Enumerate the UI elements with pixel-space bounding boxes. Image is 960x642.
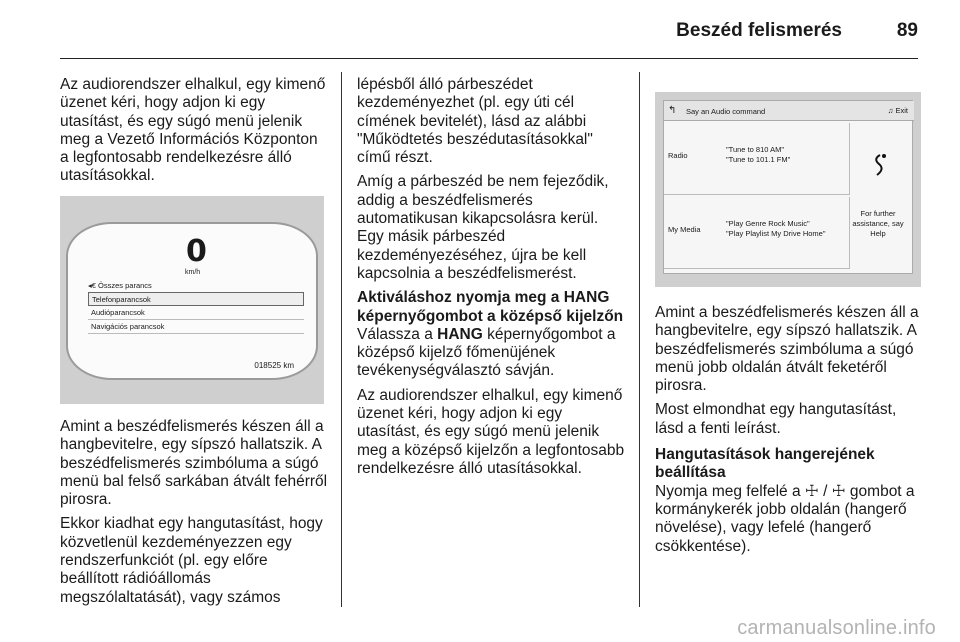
menu-item-navigation: Navigációs parancsok bbox=[88, 320, 304, 334]
driver-info-display bbox=[66, 222, 318, 380]
odometer: 018525 km bbox=[254, 361, 294, 370]
volume-paragraph: Nyomja meg felfelé a ☩ / ☩ gombot a kormánykerék jobb oldalán (hangerő növelése), vagy lefelé (hangerő csökkentése). bbox=[655, 482, 915, 555]
page-header bbox=[0, 0, 960, 60]
voice-command-screen bbox=[663, 100, 913, 274]
column-left-lower bbox=[60, 418, 328, 613]
intro-paragraph: Az audiorendszer elhalkul, egy kimenő üzenet kéri, hogy adjon ki egy utasítást, és egy súgó menü jelenik meg a Vezető Információs Központon a legfontosabb rendelkezésre álló utasításokkal. bbox=[60, 76, 326, 185]
menu-header: ◂€ Összes parancs bbox=[88, 281, 152, 290]
audio-screen-figure bbox=[655, 92, 921, 287]
page-title: Beszéd felismerés bbox=[676, 20, 842, 41]
media-commands: "Play Genre Rock Music" "Play Playlist My Drive Home" bbox=[726, 219, 826, 238]
media-row bbox=[664, 197, 850, 269]
column-left bbox=[60, 76, 328, 192]
menu-item-phone: Telefonparancsok bbox=[88, 292, 304, 306]
radio-label: Radio bbox=[668, 151, 688, 160]
audio-mute-paragraph: Az audiorendszer elhalkul, egy kimenő üzenet kéri, hogy adjon ki egy utasítást, és egy súgó menü jelenik meg a középső kijelzőn a legfontosabb rendelkezésre álló utasításokkal. bbox=[357, 386, 625, 477]
header-divider bbox=[60, 58, 918, 59]
activation-heading: Aktiváláshoz nyomja meg a HANG képernyőgombot a középső kijelzőn bbox=[357, 289, 624, 325]
column-middle bbox=[357, 76, 627, 484]
media-label: My Media bbox=[668, 225, 701, 234]
back-icon: ↰ bbox=[668, 105, 677, 116]
voice-help-menu bbox=[88, 280, 304, 334]
screen-title: Say an Audio command bbox=[686, 107, 766, 116]
ready-paragraph-right: Amint a beszédfelismerés készen áll a hangbevitelre, egy sípszó hallatszik. A beszédfelismerés szimbóluma a súgó menü jobb oldalán átvált feketéről pirosra. bbox=[655, 304, 919, 395]
volume-heading: Hangutasítások hangerejének beállítása bbox=[655, 446, 875, 482]
dialog-paragraph: lépésből álló párbeszédet kezdeményezhet (pl. egy úti cél címének bevitelét), lásd az alábbi "Működtetés beszédutasításokkal" című részt. bbox=[357, 76, 593, 167]
watermark: carmanualsonline.info bbox=[737, 617, 936, 639]
help-hint: For further assistance, say Help bbox=[852, 209, 904, 238]
radio-commands: "Tune to 810 AM" "Tune to 101.1 FM" bbox=[726, 145, 791, 164]
ready-paragraph: Amint a beszédfelismerés készen áll a hangbevitelre, egy sípszó hallatszik. A beszédfelismerés szimbóluma a súgó menü bal felső sarkában átvált fehérről pirosra. bbox=[60, 418, 328, 509]
speed-unit: km/h bbox=[185, 269, 201, 276]
column-divider bbox=[341, 72, 342, 607]
speed-value: 0 bbox=[186, 234, 207, 269]
say-command-paragraph: Most elmondhat egy hangutasítást, lásd a fenti leírást. bbox=[655, 401, 897, 437]
column-divider bbox=[639, 72, 640, 607]
exit-button: ♫ Exit bbox=[887, 106, 908, 115]
hang-button-label: HANG bbox=[437, 325, 483, 343]
dialog-end-paragraph: Amíg a párbeszéd be nem fejeződik, addig a beszédfelismerés automatikusan kikapcsolásra kerül. Egy másik párbeszéd kezdeményezéséhez, újra be kell kapcsolnia a beszédfelismerést. bbox=[357, 173, 609, 282]
activation-paragraph: Válassza a HANG képernyőgombot a középső kijelző főmenüjének tevékenységválasztó sávján. bbox=[357, 325, 616, 380]
radio-row bbox=[664, 123, 850, 195]
screen-header bbox=[664, 101, 914, 121]
column-right bbox=[655, 304, 925, 562]
command-paragraph: Ekkor kiadhat egy hangutasítást, hogy közvetlenül kezdeményezzen egy rendszerfunkciót (pl. egy előre beállított rádióállomás megszólaltatását), vagy számos bbox=[60, 515, 323, 606]
instrument-cluster-figure bbox=[60, 196, 324, 404]
page-number: 89 bbox=[896, 20, 918, 41]
menu-item-audio: Audióparancsok bbox=[88, 306, 304, 320]
voice-recognition-icon bbox=[868, 151, 888, 181]
